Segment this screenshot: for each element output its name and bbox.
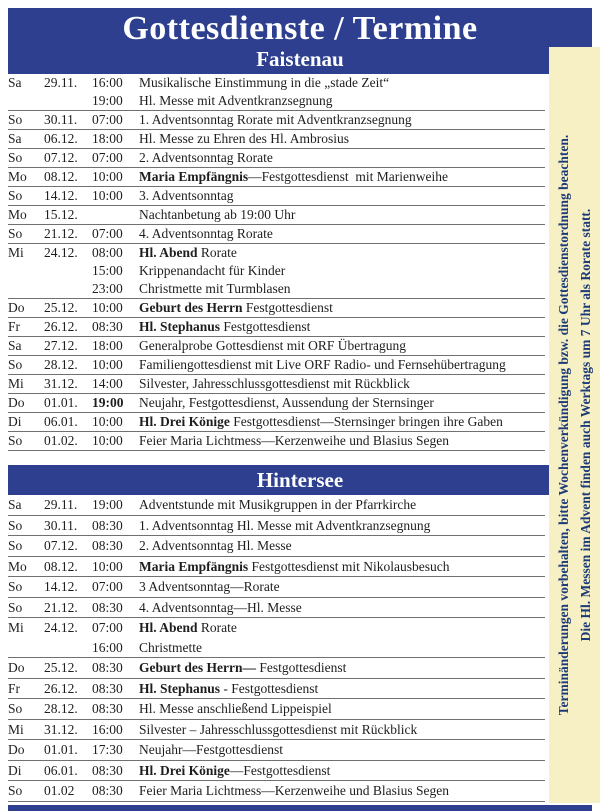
time-cell xyxy=(92,432,139,451)
description-cell xyxy=(139,244,545,299)
day-cell: So xyxy=(8,517,23,533)
event-description xyxy=(139,111,545,129)
schedule-row xyxy=(8,556,545,577)
date-cell: 07.12. xyxy=(44,150,78,165)
time-value: 14:00 xyxy=(92,376,123,391)
time-value: 07:00 xyxy=(92,620,123,635)
time-cell xyxy=(92,168,139,187)
date-cell: 29.11. xyxy=(44,75,78,90)
event-description xyxy=(139,299,545,317)
event-name-bold: Hl. Stephanus xyxy=(139,319,221,334)
event-description xyxy=(139,781,545,801)
notice-line-2: Die Hl. Messen im Advent finden auch Werktags um 7 Uhr als Rorate statt. xyxy=(577,208,593,642)
event-text: Neujahr, Festgottesdienst, Aussendung der Sternsinger xyxy=(139,395,434,410)
date-cell: 15.12. xyxy=(44,207,78,222)
event-description xyxy=(139,761,545,781)
date-cell: 30.11. xyxy=(44,517,78,533)
event-description xyxy=(139,658,545,678)
day-cell: Sa xyxy=(8,497,22,512)
day-cell: So xyxy=(8,599,23,615)
schedule-row xyxy=(8,244,545,299)
event-text: 1. Adventsonntag Rorate mit Adventkranzsegnung xyxy=(139,112,412,127)
description-cell xyxy=(139,206,545,225)
event-text: Neujahr—Festgottesdienst xyxy=(139,742,283,757)
event-text: 3. Adventsonntag xyxy=(139,188,234,203)
time-cell xyxy=(92,225,139,244)
date-cell: 21.12. xyxy=(44,599,78,615)
day-cell: So xyxy=(8,701,23,716)
description-cell xyxy=(139,781,545,802)
date-cell: 01.01. xyxy=(44,395,78,410)
day-cell: Sa xyxy=(8,131,22,146)
time-cell xyxy=(92,130,139,149)
event-description xyxy=(139,598,545,618)
schedule-row xyxy=(8,577,545,598)
date-cell: 06.01. xyxy=(44,414,78,429)
time-value: 08:30 xyxy=(92,319,123,334)
description-cell xyxy=(139,356,545,375)
description-cell xyxy=(139,760,545,781)
time-value: 15:00 xyxy=(92,263,123,278)
description-cell xyxy=(139,618,545,658)
event-text: Silvester, Jahresschlussgottesdienst mit Rückblick xyxy=(139,376,410,391)
description-cell xyxy=(139,495,545,515)
description-cell xyxy=(139,719,545,740)
schedule-row xyxy=(8,318,545,337)
notice-sidebar xyxy=(549,47,600,803)
date-cell: 01.01. xyxy=(44,742,78,757)
schedule-row xyxy=(8,413,545,432)
event-name-bold: Geburt des Herrn xyxy=(139,300,243,315)
section-header-faistenau: Faistenau xyxy=(256,47,344,71)
page-title: Gottesdienste / Termine xyxy=(122,10,478,47)
event-text: —Festgottesdienst xyxy=(229,762,331,778)
event-text: Hl. Messe zu Ehren des Hl. Ambrosius xyxy=(139,131,349,146)
event-description xyxy=(139,262,545,280)
date-cell: 28.12. xyxy=(44,701,78,716)
time-value: 10:00 xyxy=(92,188,123,203)
time-cell xyxy=(92,206,139,225)
time-cell xyxy=(92,781,139,802)
description-cell xyxy=(139,74,545,111)
time-cell xyxy=(92,577,139,598)
day-cell: So xyxy=(8,433,23,448)
event-name-bold: Hl. Abend xyxy=(139,245,198,260)
event-text: Festgottesdienst xyxy=(242,300,333,315)
description-cell xyxy=(139,413,545,432)
schedule-row xyxy=(8,337,545,356)
day-cell: So xyxy=(8,226,23,241)
time-value: 10:00 xyxy=(92,357,123,372)
day-cell: Di xyxy=(8,414,22,429)
description-cell xyxy=(139,536,545,557)
event-description xyxy=(139,74,545,92)
schedule-row xyxy=(8,515,545,536)
event-text: 2. Adventsonntag Rorate xyxy=(139,150,273,165)
schedule-row xyxy=(8,356,545,375)
time-value xyxy=(92,206,139,224)
time-value: 08:30 xyxy=(92,517,123,533)
event-description xyxy=(139,92,545,110)
event-description xyxy=(139,130,545,148)
description-cell xyxy=(139,432,545,451)
time-value: 17:30 xyxy=(92,742,123,757)
time-value: 18:00 xyxy=(92,338,123,353)
date-cell: 25.12. xyxy=(44,660,78,675)
description-cell xyxy=(139,168,545,187)
day-cell: Sa xyxy=(8,338,22,353)
time-cell xyxy=(92,556,139,577)
event-text: Festgottesdienst xyxy=(256,660,347,675)
event-text: 4. Adventsonntag Rorate xyxy=(139,226,273,241)
event-text: Feier Maria Lichtmess—Kerzenweihe und Blasius Segen xyxy=(139,433,450,448)
event-description xyxy=(139,356,545,374)
event-text: Nachtanbetung ab 19:00 Uhr xyxy=(139,207,296,222)
time-cell xyxy=(92,375,139,394)
date-cell: 14.12. xyxy=(44,188,78,203)
event-description xyxy=(139,206,545,224)
schedule-row xyxy=(8,375,545,394)
description-cell xyxy=(139,299,545,318)
event-description xyxy=(139,516,545,536)
event-description xyxy=(139,413,545,431)
event-text: 4. Adventsonntag—Hl. Messe xyxy=(139,599,302,615)
time-value: 08:30 xyxy=(92,599,123,615)
description-cell xyxy=(139,337,545,356)
time-cell xyxy=(92,515,139,536)
time-cell xyxy=(92,244,139,299)
time-cell xyxy=(92,597,139,618)
event-text: Festgottesdienst mit Nikolausbesuch xyxy=(248,558,450,574)
time-cell xyxy=(92,678,139,699)
event-text: Feier Maria Lichtmess—Kerzenweihe und Blasius Segen xyxy=(139,783,450,798)
time-value: 08:30 xyxy=(92,701,123,716)
schedule-row xyxy=(8,187,545,206)
time-cell xyxy=(92,149,139,168)
time-cell xyxy=(92,413,139,432)
time-value: 19:00 xyxy=(92,497,123,512)
time-value: 10:00 xyxy=(92,414,123,429)
event-description xyxy=(139,740,545,760)
date-cell: 26.12. xyxy=(44,680,78,696)
event-text: 1. Adventsonntag Hl. Messe mit Adventkranzsegnung xyxy=(139,517,431,533)
event-text: 2. Adventsonntag Hl. Messe xyxy=(139,538,292,553)
description-cell xyxy=(139,130,545,149)
event-text: Musikalische Einstimmung in die „stade Zeit“ xyxy=(139,75,390,90)
time-value: 16:00 xyxy=(92,721,123,737)
event-text: Hl. Messe anschließend Lippeispiel xyxy=(139,701,332,716)
date-cell: 31.12. xyxy=(44,721,78,737)
notice-line-1: Terminänderungen vorbehalten, bitte Wochenverkündigung bzw. die Gottesdienstordnung beachten. xyxy=(555,134,571,716)
day-cell: Do xyxy=(8,300,25,315)
time-value: 07:00 xyxy=(92,112,123,127)
schedule-row xyxy=(8,495,545,515)
event-text: Hl. Messe mit Adventkranzsegnung xyxy=(139,93,333,108)
event-description xyxy=(139,394,545,412)
event-description xyxy=(139,432,545,450)
bottom-divider-bar xyxy=(8,805,592,811)
event-text: Festgottesdienst—Sternsinger bringen ihre Gaben xyxy=(229,414,503,429)
date-cell: 31.12. xyxy=(44,376,78,391)
event-text: —Festgottesdienst mit Marienweihe xyxy=(248,169,448,184)
description-cell xyxy=(139,577,545,598)
event-description xyxy=(139,679,545,699)
schedule-row xyxy=(8,719,545,740)
event-text: Christmette mit Turmblasen xyxy=(139,281,291,296)
schedule-row xyxy=(8,206,545,225)
event-description xyxy=(139,280,545,298)
time-cell xyxy=(92,299,139,318)
schedule-row xyxy=(8,760,545,781)
time-cell xyxy=(92,618,139,658)
time-value: 10:00 xyxy=(92,558,123,574)
event-text: Festgottesdienst xyxy=(220,319,311,334)
date-cell: 14.12. xyxy=(44,579,78,594)
event-description xyxy=(139,168,545,186)
description-cell xyxy=(139,375,545,394)
time-value: 08:30 xyxy=(92,783,123,798)
schedule-row xyxy=(8,111,545,130)
time-cell xyxy=(92,356,139,375)
schedule-row xyxy=(8,149,545,168)
schedule-row xyxy=(8,699,545,720)
date-cell: 06.12. xyxy=(44,131,78,146)
event-name-bold: Hl. Abend xyxy=(139,620,198,635)
event-description xyxy=(139,375,545,393)
event-name-bold: Hl. Stephanus xyxy=(139,680,221,696)
event-description xyxy=(139,318,545,336)
day-cell: Do xyxy=(8,395,25,410)
schedule-row xyxy=(8,536,545,557)
day-cell: Mo xyxy=(8,207,27,222)
schedule-row xyxy=(8,299,545,318)
event-text: 3 Adventsonntag—Rorate xyxy=(139,579,280,594)
event-description xyxy=(139,638,545,658)
time-value: 18:00 xyxy=(92,131,123,146)
event-description xyxy=(139,618,545,638)
faistenau-schedule-table xyxy=(8,74,545,451)
date-cell: 27.12. xyxy=(44,338,78,353)
time-cell xyxy=(92,658,139,679)
description-cell xyxy=(139,394,545,413)
time-cell xyxy=(92,337,139,356)
day-cell: Mo xyxy=(8,169,27,184)
event-text: Generalprobe Gottesdienst mit ORF Übertragung xyxy=(139,338,406,353)
description-cell xyxy=(139,597,545,618)
event-name-bold: Maria Empfängnis xyxy=(139,169,249,184)
date-cell: 26.12. xyxy=(44,319,78,334)
description-cell xyxy=(139,318,545,337)
time-cell xyxy=(92,536,139,557)
schedule-row xyxy=(8,597,545,618)
day-cell: Mi xyxy=(8,245,24,260)
schedule-row xyxy=(8,394,545,413)
time-value: 08:30 xyxy=(92,660,123,675)
date-cell: 01.02. xyxy=(44,433,78,448)
event-description xyxy=(139,495,545,515)
time-value: 08:30 xyxy=(92,762,123,778)
time-cell xyxy=(92,394,139,413)
description-cell xyxy=(139,515,545,536)
event-description xyxy=(139,225,545,243)
day-cell: Do xyxy=(8,742,25,757)
schedule-row xyxy=(8,781,545,802)
time-cell xyxy=(92,719,139,740)
description-cell xyxy=(139,658,545,679)
date-cell: 01.02 xyxy=(44,783,75,798)
time-value: 08:30 xyxy=(92,680,123,696)
event-text: Silvester – Jahresschlussgottesdienst mit Rückblick xyxy=(139,721,418,737)
description-cell xyxy=(139,556,545,577)
schedule-row xyxy=(8,168,545,187)
time-value: 19:00 xyxy=(92,93,123,108)
description-cell xyxy=(139,225,545,244)
day-cell: Fr xyxy=(8,319,21,334)
description-cell xyxy=(139,111,545,130)
time-cell xyxy=(92,74,139,111)
day-cell: So xyxy=(8,188,23,203)
schedule-row xyxy=(8,225,545,244)
section-header-hintersee: Hintersee xyxy=(8,465,592,495)
event-name-bold: Hl. Drei Könige xyxy=(139,414,230,429)
time-value: 19:00 xyxy=(92,395,124,410)
notice-sidebar-text xyxy=(549,47,600,803)
time-value: 08:30 xyxy=(92,538,123,553)
day-cell: Mi xyxy=(8,376,24,391)
event-description xyxy=(139,149,545,167)
event-description xyxy=(139,557,545,577)
schedule-row xyxy=(8,740,545,761)
time-cell xyxy=(92,740,139,761)
event-name-bold: Hl. Drei Könige xyxy=(139,762,230,778)
description-cell xyxy=(139,187,545,206)
date-cell: 29.11. xyxy=(44,497,78,512)
time-value: 10:00 xyxy=(92,300,123,315)
day-cell: Di xyxy=(8,762,22,778)
event-description xyxy=(139,187,545,205)
event-description xyxy=(139,244,545,262)
description-cell xyxy=(139,740,545,761)
event-text: Rorate xyxy=(197,245,237,260)
day-cell: So xyxy=(8,112,23,127)
date-cell: 07.12. xyxy=(44,538,78,553)
date-cell: 08.12. xyxy=(44,558,78,574)
hintersee-schedule-table xyxy=(8,495,545,802)
schedule-row xyxy=(8,130,545,149)
day-cell: So xyxy=(8,357,23,372)
date-cell: 08.12. xyxy=(44,169,78,184)
day-cell: Do xyxy=(8,660,25,675)
time-value: 07:00 xyxy=(92,226,123,241)
date-cell: 21.12. xyxy=(44,226,78,241)
event-description xyxy=(139,536,545,556)
day-cell: Fr xyxy=(8,680,21,696)
time-cell xyxy=(92,318,139,337)
date-cell: 30.11. xyxy=(44,112,78,127)
time-value: 07:00 xyxy=(92,150,123,165)
schedule-row xyxy=(8,74,545,111)
description-cell xyxy=(139,678,545,699)
time-cell xyxy=(92,111,139,130)
event-text: - Festgottesdienst xyxy=(220,680,319,696)
date-cell: 24.12. xyxy=(44,620,78,635)
event-name-bold: Maria Empfängnis xyxy=(139,558,249,574)
time-value: 16:00 xyxy=(92,75,123,90)
description-cell xyxy=(139,149,545,168)
time-cell xyxy=(92,187,139,206)
time-value: 10:00 xyxy=(92,433,123,448)
date-cell: 06.01. xyxy=(44,762,78,778)
time-value: 07:00 xyxy=(92,579,123,594)
time-cell xyxy=(92,760,139,781)
time-cell xyxy=(92,699,139,720)
event-text: Adventstunde mit Musikgruppen in der Pfarrkirche xyxy=(139,497,417,512)
date-cell: 28.12. xyxy=(44,357,78,372)
time-cell xyxy=(92,495,139,515)
event-text: Christmette xyxy=(139,639,202,655)
day-cell: So xyxy=(8,579,23,594)
day-cell: Sa xyxy=(8,75,22,90)
event-description xyxy=(139,699,545,719)
schedule-row xyxy=(8,678,545,699)
day-cell: Mo xyxy=(8,558,27,574)
event-text: Familiengottesdienst mit Live ORF Radio- und Fernsehübertragung xyxy=(139,357,506,372)
date-cell: 25.12. xyxy=(44,300,78,315)
date-cell: 24.12. xyxy=(44,245,78,260)
day-cell: Mi xyxy=(8,721,24,737)
schedule-row xyxy=(8,618,545,658)
event-description xyxy=(139,577,545,597)
event-description xyxy=(139,720,545,740)
schedule-row xyxy=(8,658,545,679)
day-cell: So xyxy=(8,783,23,798)
event-text: Rorate xyxy=(197,620,237,635)
page-header xyxy=(8,8,592,74)
time-value: 23:00 xyxy=(92,281,123,296)
day-cell: So xyxy=(8,538,23,553)
time-value: 08:00 xyxy=(92,245,123,260)
event-text: Krippenandacht für Kinder xyxy=(139,263,286,278)
event-description xyxy=(139,337,545,355)
time-value: 16:00 xyxy=(92,639,123,655)
time-value: 10:00 xyxy=(92,169,123,184)
event-name-bold: Geburt des Herrn— xyxy=(139,660,256,675)
description-cell xyxy=(139,699,545,720)
day-cell: Mi xyxy=(8,620,24,635)
schedule-row xyxy=(8,432,545,451)
day-cell: So xyxy=(8,150,23,165)
